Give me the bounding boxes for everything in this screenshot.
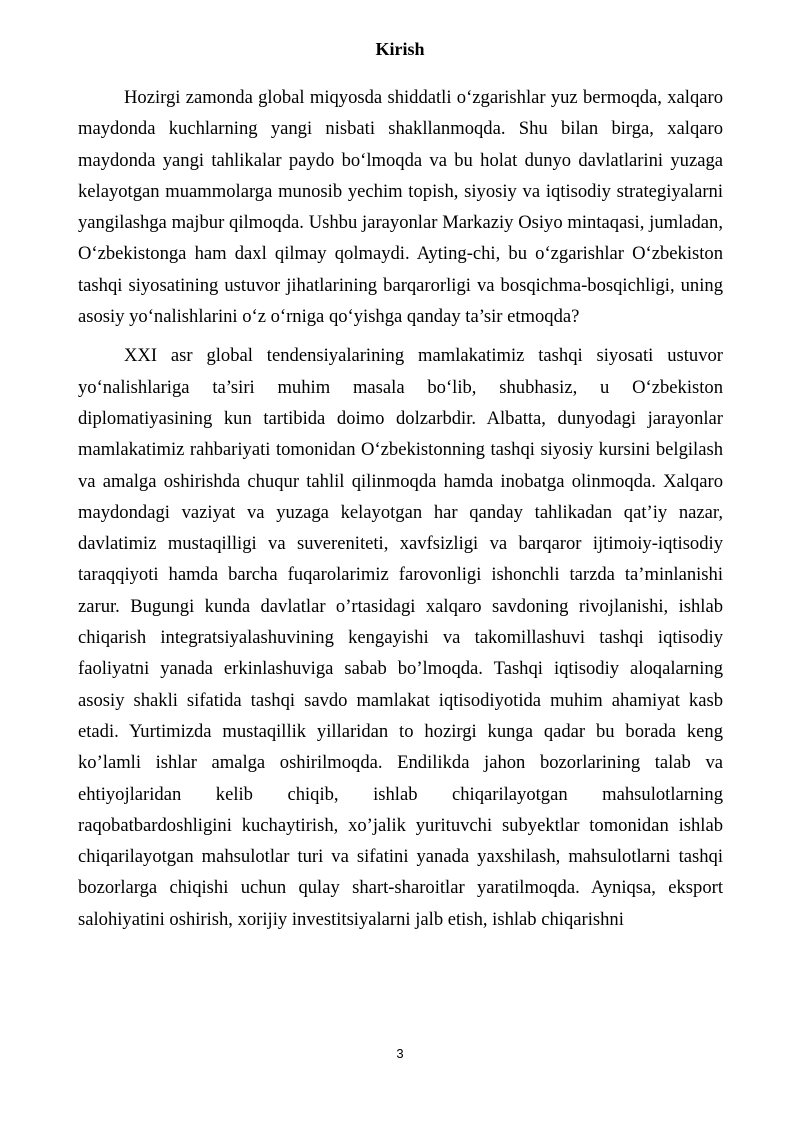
page-number: 3 <box>396 1046 404 1061</box>
paragraph-1: Hozirgi zamonda global miqyosda shiddatli o‘zgarishlar yuz bermoqda, xalqaro maydonda kuchlarning yangi nisbati shakllanmoqda. Shu bilan birga, xalqaro maydonda yangi tahlikalar paydo bo‘lmoqda va bu holat dunyo davlatlarini yuzaga kelayotgan muammolarga munosib yechim topish, siyosiy va iqtisodiy strategiyalarni yangilashga majbur qilmoqda. Ushbu jarayonlar Markaziy Osiyo mintaqasi, jumladan, O‘zbekistonga ham daxl qilmay qolmaydi. Ayting-chi, bu o‘zgarishlar O‘zbekiston tashqi siyosatining ustuvor jihatlarining barqarorligi va bosqichma-bosqichligi, uning asosiy yo‘nalishlarini o‘z o‘rniga qo‘yishga qanday ta’sir etmoqda? <box>78 87 723 328</box>
paragraph-2: XXI asr global tendensiyalarining mamlakatimiz tashqi siyosati ustuvor yo‘nalishlariga ta’siri muhim masala bo‘lib, shubhasiz, u O‘zbekiston diplomatiyasining kun tartibida doimo dolzarbdir. Albatta, dunyodagi jarayonlar mamlakatimiz rahbariyati tomonidan O‘zbekistonning tashqi siyosiy kursini belgilash va amalga oshirishda chuqur tahlil qilinmoqda hamda inobatga olinmoqda. Xalqaro maydondagi vaziyat va yuzaga kelayotgan har qanday tahlikadan qat’iy nazar, davlatimiz mustaqilligi va suvereniteti, xavfsizligi va barqaror ijtimoiy-iqtisodiy taraqqiyoti hamda barcha fuqarolarimiz farovonligi ishonchli tarzda ta’minlanishi zarur. Bugungi kunda davlatlar o’rtasidagi xalqaro savdoning rivojlanishi, ishlab chiqarish integratsiyalashuvining kengayishi va takomillashuvi tashqi iqtisodiy faoliyatni yanada erkinlashuviga sabab bo’lmoqda. Tashqi iqtisodiy aloqalarning asosiy shakli sifatida tashqi savdo mamlakat iqtisodiyotida muhim ahamiyat kasb etadi. Yurtimizda mustaqillik yillaridan to hozirgi kunga qadar bu borada keng ko’lamli ishlar amalga oshirilmoqda. Endilikda jahon bozorlarining talab va ehtiyojlaridan kelib chiqib, ishlab chiqarilayotgan mahsulotlarning raqobatbardoshligini kuchaytirish, xo’jalik yurituvchi subyektlar tomonidan ishlab chiqarilayotgan mahsulotlar turi va sifatini yanada yaxshilash, mahsulotlarni tashqi bozorlarga chiqishi uchun qulay shart-sharoitlar yaratilmoqda. Ayniqsa, eksport salohiyatini oshirish, xorijiy investitsiyalarni jalb etish, ishlab chiqarishni <box>78 345 723 930</box>
page-title: Kirish <box>375 39 425 59</box>
body-text <box>78 82 723 943</box>
